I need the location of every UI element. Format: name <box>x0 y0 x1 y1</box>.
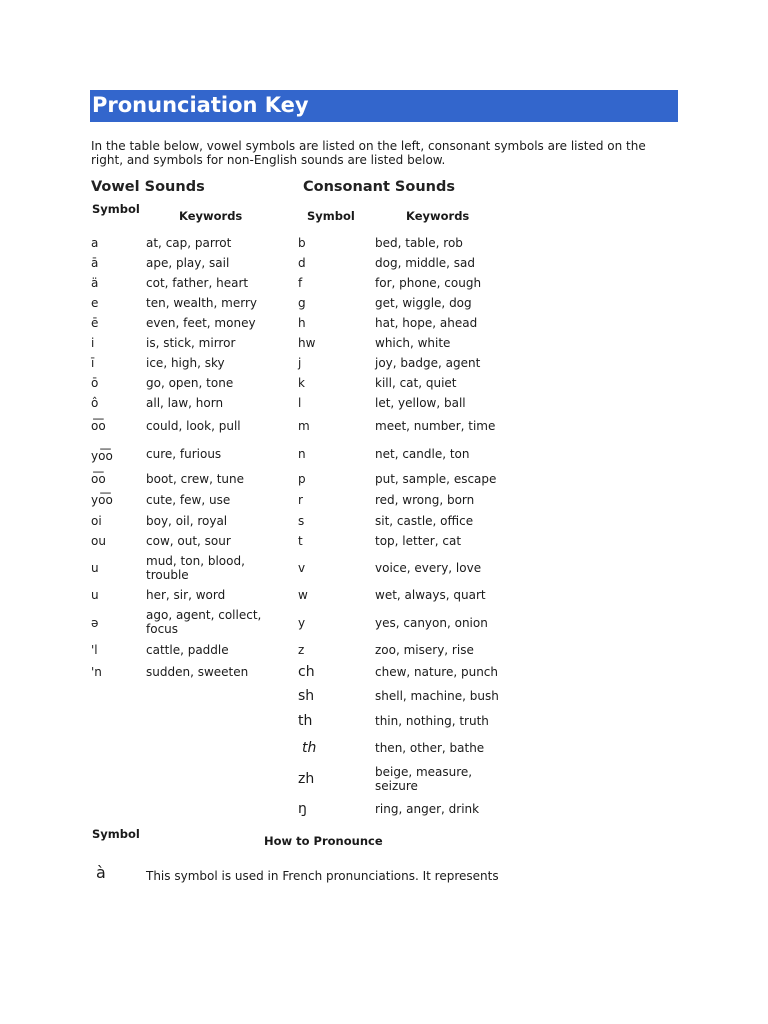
consonant-keywords: kill, cat, quiet <box>375 376 457 390</box>
consonant-keywords: joy, badge, agent <box>375 356 481 370</box>
vowel-keywords: cure, furious <box>146 447 222 461</box>
consonant-keywords: voice, every, love <box>375 561 482 575</box>
consonant-keywords: for, phone, cough <box>375 276 482 290</box>
consonant-keywords: ring, anger, drink <box>375 802 480 816</box>
title-bar <box>90 90 678 122</box>
consonant-keywords: meet, number, time <box>375 419 496 433</box>
vowel-symbol: oi <box>91 514 102 528</box>
consonant-symbol: g <box>298 296 306 310</box>
vowel-keywords: mud, ton, blood, trouble <box>146 554 245 582</box>
consonant-symbol: s <box>298 514 305 528</box>
consonant-keywords: beige, measure, seizure <box>375 765 473 793</box>
vowel-keywords-header: Keywords <box>179 209 243 223</box>
consonant-symbol: r <box>298 493 303 507</box>
consonant-symbol: d <box>298 256 306 270</box>
consonant-symbol: h <box>298 316 306 330</box>
vowel-keywords: ago, agent, collect, focus <box>146 608 262 636</box>
consonant-keywords: get, wiggle, dog <box>375 296 472 310</box>
vowel-keywords: boot, crew, tune <box>146 472 245 486</box>
vowel-symbol: o͞o <box>91 472 106 486</box>
consonant-keywords: wet, always, quart <box>375 588 486 602</box>
consonant-keywords: let, yellow, ball <box>375 396 466 410</box>
vowel-symbol: 'n <box>91 665 102 679</box>
consonant-keywords: thin, nothing, truth <box>375 714 489 728</box>
consonant-symbol: sh <box>298 688 315 704</box>
vowel-keywords: ten, wealth, merry <box>146 296 257 310</box>
consonant-symbol: n <box>298 447 306 461</box>
consonant-keywords: then, other, bathe <box>375 741 485 755</box>
vowel-symbol: ô <box>91 396 99 410</box>
vowel-symbol: o͞o <box>91 419 106 433</box>
vowel-keywords: could, look, pull <box>146 419 241 433</box>
vowel-keywords: go, open, tone <box>146 376 234 390</box>
consonant-symbol: p <box>298 472 306 486</box>
consonant-symbol: th <box>302 740 317 756</box>
consonant-keywords: sit, castle, office <box>375 514 474 528</box>
consonant-keywords: chew, nature, punch <box>375 665 499 679</box>
consonant-keywords: which, white <box>375 336 451 350</box>
nonenglish-symbol-header: Symbol <box>92 827 140 841</box>
consonant-symbol: v <box>298 561 306 575</box>
consonant-keywords: dog, middle, sad <box>375 256 476 270</box>
vowel-symbol: yo͞o <box>91 449 113 463</box>
vowel-symbol: u <box>91 561 99 575</box>
intro-text: In the table below, vowel symbols are listed on the left, consonant symbols are listed on the right, and symbols for non-English sounds are listed below. <box>91 139 646 167</box>
consonant-symbol: th <box>298 713 313 729</box>
consonant-keywords-header: Keywords <box>406 209 470 223</box>
consonant-symbol: ŋ <box>298 801 307 817</box>
vowel-keywords: boy, oil, royal <box>146 514 228 528</box>
consonant-keywords: bed, table, rob <box>375 236 463 250</box>
vowel-symbol: ī <box>91 356 95 370</box>
consonant-symbol: t <box>298 534 303 548</box>
vowel-symbol: 'l <box>91 643 98 657</box>
vowel-keywords: all, law, horn <box>146 396 224 410</box>
vowel-keywords: her, sir, word <box>146 588 226 602</box>
consonant-symbol: zh <box>298 771 315 787</box>
consonant-keywords: hat, hope, ahead <box>375 316 478 330</box>
vowel-symbol: e <box>91 296 99 310</box>
consonant-keywords: net, candle, ton <box>375 447 470 461</box>
vowel-symbol: i <box>91 336 95 350</box>
vowel-keywords: cute, few, use <box>146 493 231 507</box>
consonant-symbol: z <box>298 643 305 657</box>
vowel-symbol: ə <box>91 616 99 630</box>
vowel-symbol: u <box>91 588 99 602</box>
consonant-keywords: put, sample, escape <box>375 472 497 486</box>
consonant-symbol: ch <box>298 664 315 680</box>
vowel-keywords: ape, play, sail <box>146 256 230 270</box>
consonant-symbol: m <box>298 419 310 433</box>
consonant-symbol: hw <box>298 336 316 350</box>
vowel-keywords: is, stick, mirror <box>146 336 236 350</box>
consonant-symbol: f <box>298 276 303 290</box>
nonenglish-symbol: à <box>96 863 106 882</box>
vowel-symbol: yo͞o <box>91 493 113 507</box>
consonant-keywords: yes, canyon, onion <box>375 616 488 630</box>
consonant-heading: Consonant Sounds <box>303 179 455 195</box>
consonant-symbol: w <box>298 588 308 602</box>
vowel-keywords: cattle, paddle <box>146 643 229 657</box>
nonenglish-description: This symbol is used in French pronunciations. It represents <box>146 869 499 883</box>
consonant-symbol: b <box>298 236 306 250</box>
how-to-pronounce-header: How to Pronounce <box>264 834 383 848</box>
consonant-symbol-header: Symbol <box>307 209 355 223</box>
consonant-keywords: top, letter, cat <box>375 534 462 548</box>
vowel-keywords: ice, high, sky <box>146 356 225 370</box>
vowel-keywords: even, feet, money <box>146 316 256 330</box>
consonant-keywords: red, wrong, born <box>375 493 475 507</box>
page-title: Pronunciation Key <box>92 93 309 117</box>
vowel-keywords: cot, father, heart <box>146 276 249 290</box>
vowel-symbol: ou <box>91 534 106 548</box>
consonant-symbol: y <box>298 616 306 630</box>
vowel-keywords: sudden, sweeten <box>146 665 249 679</box>
vowel-symbol: a <box>91 236 99 250</box>
vowel-symbol-header: Symbol <box>92 202 140 216</box>
consonant-keywords: shell, machine, bush <box>375 689 499 703</box>
vowel-symbol: ä <box>91 276 99 290</box>
consonant-symbol: j <box>298 356 302 370</box>
consonant-symbol: l <box>298 396 302 410</box>
vowel-symbol: ā <box>91 256 99 270</box>
vowel-keywords: cow, out, sour <box>146 534 231 548</box>
vowel-keywords: at, cap, parrot <box>146 236 232 250</box>
vowel-heading: Vowel Sounds <box>91 179 205 195</box>
consonant-symbol: k <box>298 376 305 390</box>
vowel-symbol: ō <box>91 376 99 390</box>
consonant-keywords: zoo, misery, rise <box>375 643 474 657</box>
vowel-symbol: ē <box>91 316 99 330</box>
